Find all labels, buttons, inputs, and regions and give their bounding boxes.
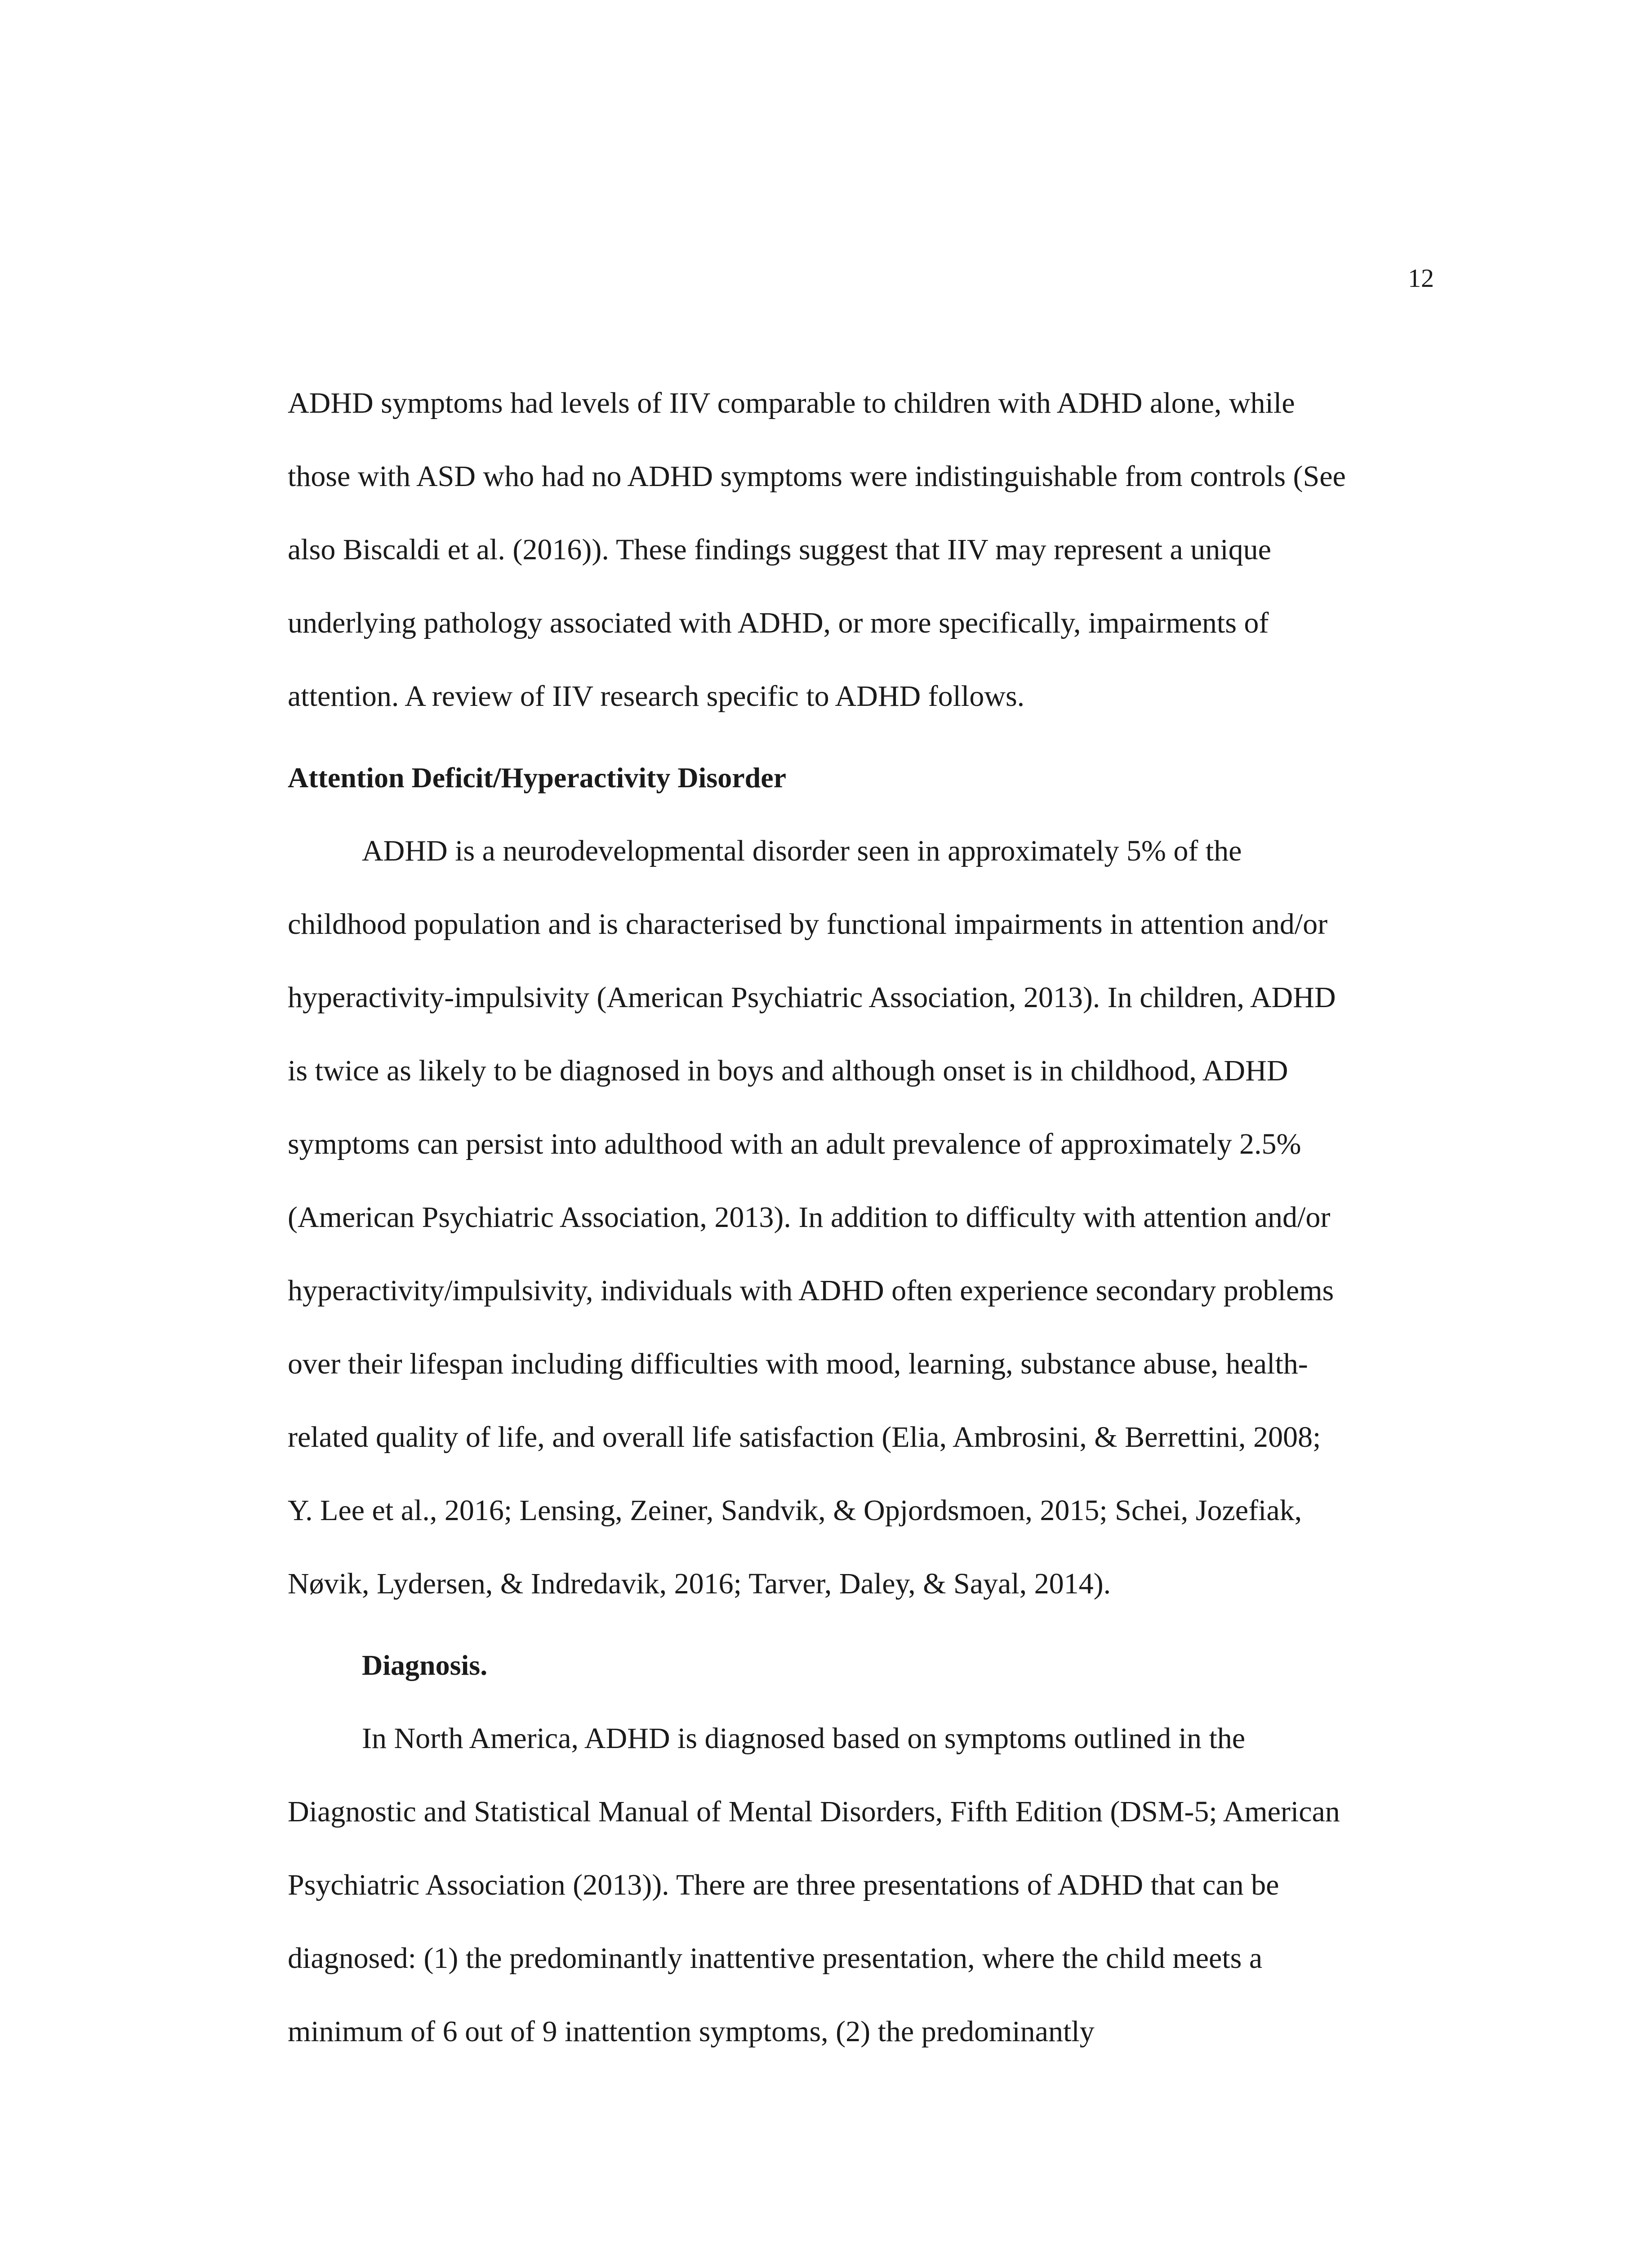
subsection-heading-diagnosis: Diagnosis. [362,1649,488,1681]
text-line: underlying pathology associated with ADHD, or more specifically, impairments of [288,607,1269,639]
text-line: those with ASD who had no ADHD symptoms were indistinguishable from controls (See [288,460,1346,493]
text-line: related quality of life, and overall life satisfaction (Elia, Ambrosini, & Berrettini, 2008; [288,1421,1321,1454]
text-line: Nøvik, Lydersen, & Indredavik, 2016; Tarver, Daley, & Sayal, 2014). [288,1567,1111,1600]
text-line: In North America, ADHD is diagnosed based on symptoms outlined in the [362,1722,1246,1755]
paragraph-diagnosis [288,1702,1438,2068]
text-line: over their lifespan including difficulties with mood, learning, substance abuse, health- [288,1347,1308,1380]
section-heading-adhd: Attention Deficit/Hyperactivity Disorder [288,762,787,794]
text-line: hyperactivity-impulsivity (American Psychiatric Association, 2013). In children, ADHD [288,981,1336,1014]
text-line: is twice as likely to be diagnosed in boys and although onset is in childhood, ADHD [288,1054,1288,1087]
text-line: symptoms can persist into adulthood with an adult prevalence of approximately 2.5% [288,1128,1301,1160]
text-line: ADHD symptoms had levels of IIV comparable to children with ADHD alone, while [288,387,1295,419]
text-line: attention. A review of IIV research specific to ADHD follows. [288,680,1025,713]
text-line: (American Psychiatric Association, 2013). In addition to difficulty with attention and/or [288,1201,1331,1234]
text-line: minimum of 6 out of 9 inattention symptoms, (2) the predominantly [288,2015,1095,2048]
paragraph-continued [288,366,1438,733]
text-line: Diagnostic and Statistical Manual of Mental Disorders, Fifth Edition (DSM-5; American [288,1795,1340,1828]
text-line: hyperactivity/impulsivity, individuals with ADHD often experience secondary problems [288,1274,1334,1307]
paragraph-adhd-overview [288,814,1438,1620]
text-line: diagnosed: (1) the predominantly inattentive presentation, where the child meets a [288,1942,1263,1975]
text-line: Y. Lee et al., 2016; Lensing, Zeiner, Sandvik, & Opjordsmoen, 2015; Schei, Jozefiak, [288,1494,1302,1527]
text-line: Psychiatric Association (2013)). There are three presentations of ADHD that can be [288,1869,1279,1901]
page-number: 12 [1408,263,1434,293]
page-body [288,366,1438,2068]
text-line: childhood population and is characterised by functional impairments in attention and/or [288,908,1328,941]
text-line: also Biscaldi et al. (2016)). These findings suggest that IIV may represent a unique [288,533,1271,566]
text-line: ADHD is a neurodevelopmental disorder seen in approximately 5% of the [362,834,1242,867]
